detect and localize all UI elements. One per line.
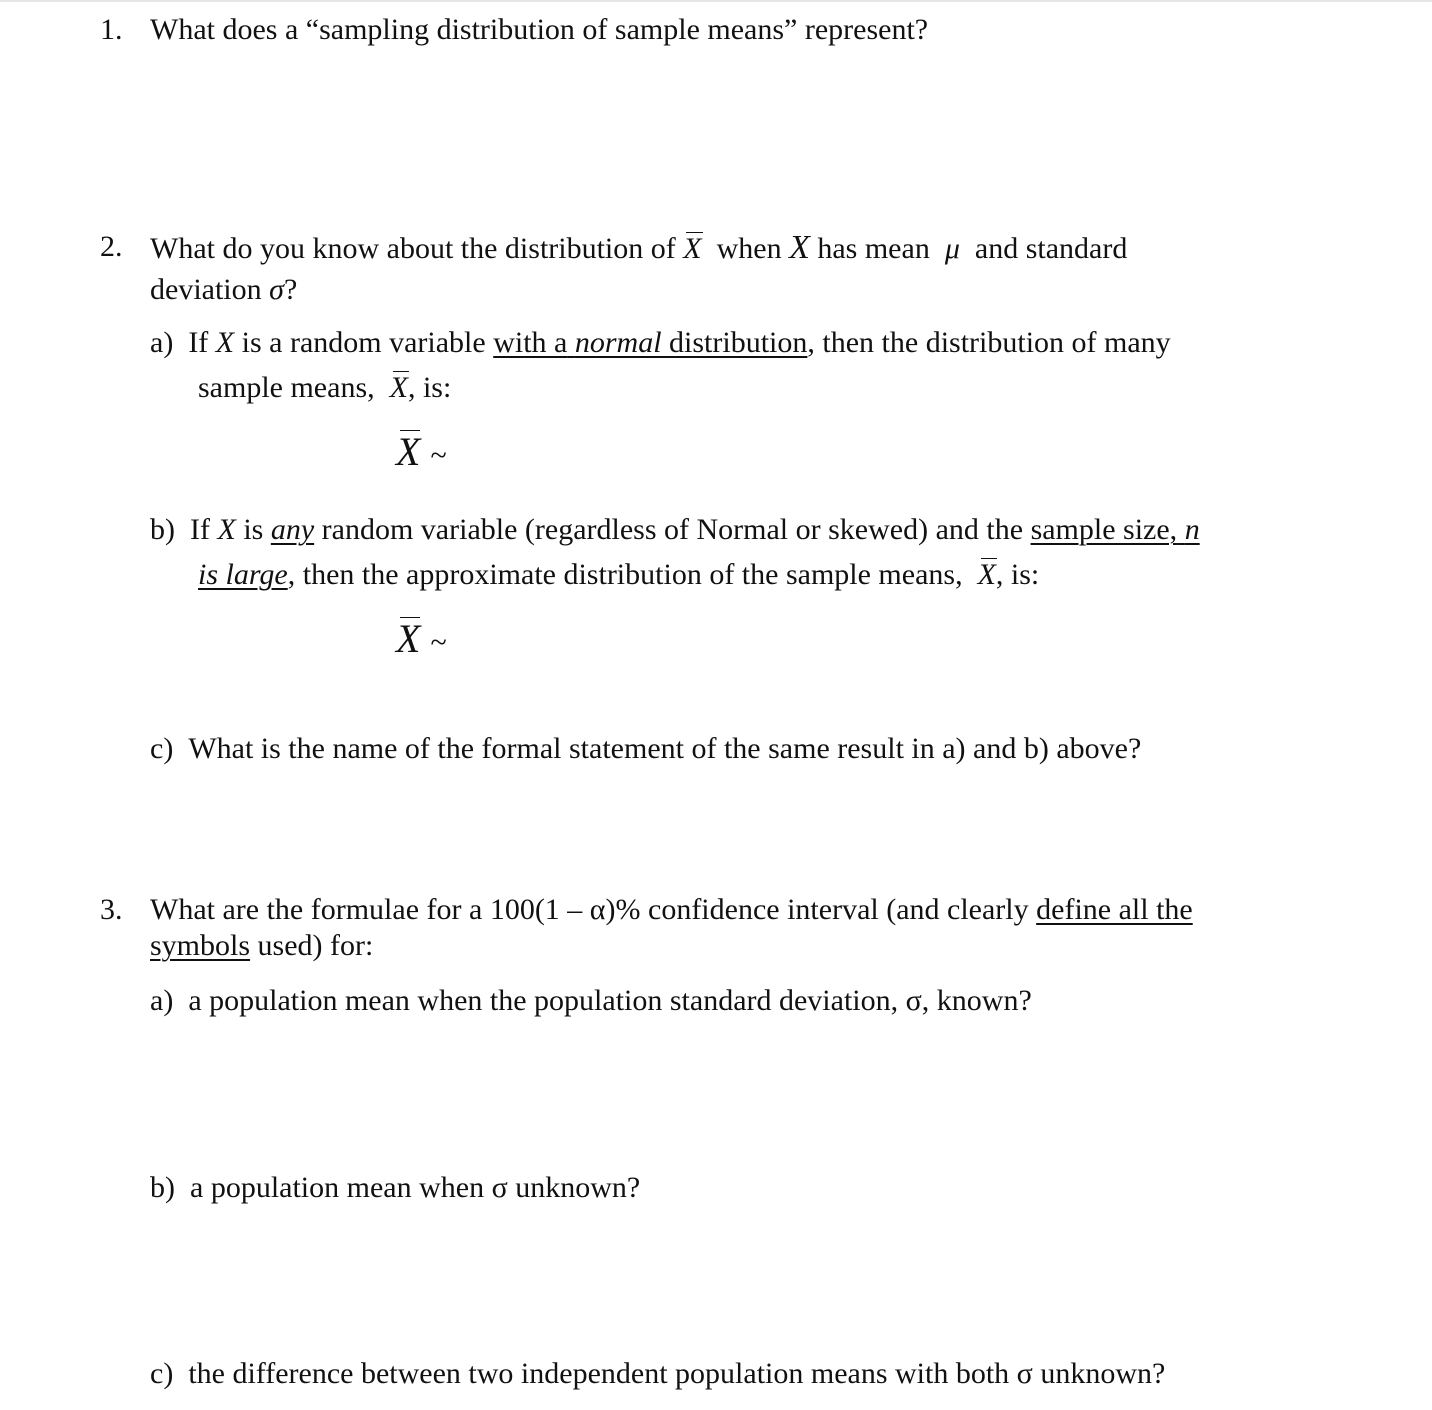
text-run: , then the distribution of many [807, 326, 1171, 359]
underlined-phrase [493, 326, 807, 359]
question-2a-line-2 [198, 368, 451, 406]
sub-label: c) [150, 1357, 174, 1390]
text-run: , is: [407, 371, 452, 404]
mu-symbol: μ [944, 232, 960, 265]
text-run: when [716, 232, 782, 265]
question-text [150, 892, 1193, 928]
question-3-line-2 [150, 928, 373, 964]
sub-label: b) [150, 1171, 175, 1204]
text-run: is [243, 513, 264, 546]
text-run: normal [574, 326, 662, 359]
question-number: 3. [100, 893, 123, 926]
text-run: distribution [669, 326, 808, 359]
sub-label: c) [150, 732, 174, 765]
text-run: , is: [995, 558, 1040, 591]
x-symbol: X [789, 229, 810, 266]
question-text: a population mean when σ unknown? [190, 1171, 641, 1204]
x-bar-symbol: X [390, 368, 408, 406]
text-run: is a random variable [241, 326, 486, 359]
text-run: ? [283, 273, 298, 306]
question-text [150, 229, 1127, 267]
text-run: has mean [817, 232, 930, 265]
question-text: What is the name of the formal statement of the same result in a) and b) above? [188, 732, 1142, 765]
sub-label: b) [150, 513, 175, 546]
answer-x-bar-2b [396, 615, 447, 665]
x-bar-symbol: X [683, 229, 701, 267]
text-run: random variable (regardless of Normal or skewed) and the [321, 513, 1024, 546]
text-run: If [190, 513, 210, 546]
text-run: If [188, 326, 209, 359]
question-number: 2. [100, 230, 123, 263]
x-bar-symbol: X [396, 616, 421, 661]
text-run: n [1184, 513, 1200, 546]
question-2c [150, 731, 1141, 767]
question-3b [150, 1170, 640, 1206]
question-3a [150, 983, 1032, 1019]
question-2a-line-1 [150, 325, 1171, 361]
text-run: sample size, [1030, 513, 1178, 546]
x-symbol: X [215, 326, 235, 359]
question-2-line-2 [150, 272, 297, 308]
tilde-symbol: ~ [430, 626, 447, 659]
underlined-phrase [1031, 513, 1200, 546]
question-3c [150, 1356, 1165, 1392]
text-run: What do you know about the distribution of [150, 232, 676, 265]
answer-x-bar-2a [396, 428, 447, 478]
question-number: 1. [100, 13, 123, 46]
question-2b-line-1 [150, 512, 1200, 548]
question-text: a population mean when the population standard deviation, σ, known? [188, 984, 1032, 1017]
text-run: and standard [974, 232, 1128, 265]
underlined-phrase: symbols [150, 929, 251, 962]
top-rule [0, 0, 1432, 2]
question-text: What does a “sampling distribution of sample means” represent? [150, 13, 929, 46]
x-bar-symbol: X [396, 429, 421, 474]
tilde-symbol: ~ [430, 439, 447, 472]
sub-label: a) [150, 984, 174, 1017]
text-run: with a [493, 326, 568, 359]
text-run: used) for: [257, 929, 374, 962]
text-run: deviation [150, 273, 262, 306]
text-run: What are the formulae for a 100(1 – α)% confidence interval (and clearly [150, 893, 1029, 926]
x-bar-symbol: X [978, 555, 996, 593]
sub-label: a) [150, 326, 174, 359]
sigma-symbol: σ [269, 273, 284, 306]
question-2b-line-2 [198, 555, 1039, 593]
text-run: sample means, [198, 371, 375, 404]
underlined-phrase: define all the [1036, 893, 1193, 926]
question-text: the difference between two independent population means with both σ unknown? [188, 1357, 1166, 1390]
underlined-phrase: any [270, 513, 315, 546]
underlined-phrase: is large [198, 558, 288, 591]
text-run: , then the approximate distribution of the sample means, [287, 558, 963, 591]
x-symbol: X [217, 513, 236, 546]
